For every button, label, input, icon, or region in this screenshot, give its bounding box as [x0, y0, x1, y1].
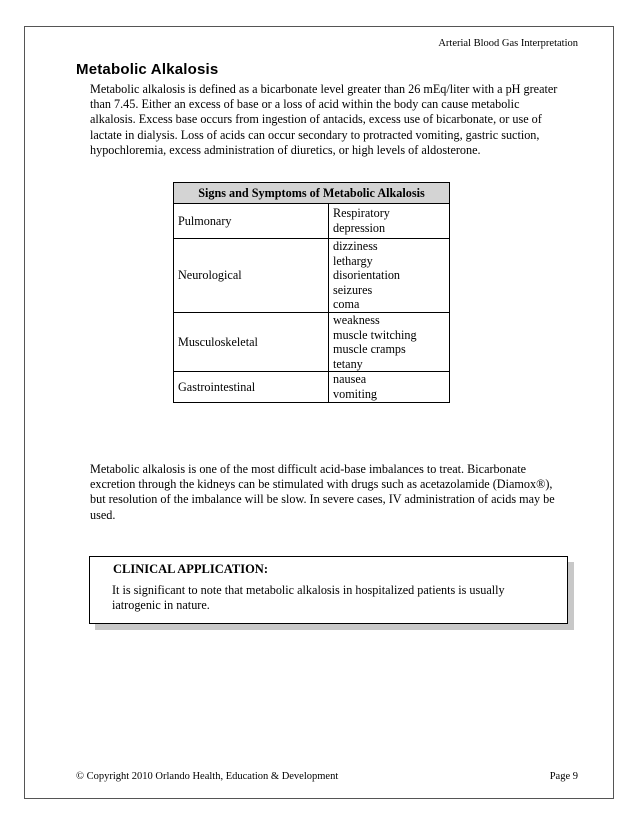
symptoms-cell	[329, 239, 450, 313]
system-cell: Neurological	[174, 239, 329, 313]
clinical-application-heading: CLINICAL APPLICATION:	[113, 562, 268, 576]
clinical-application-box	[89, 556, 568, 624]
symptom-item: muscle cramps	[333, 342, 406, 357]
treatment-paragraph: Metabolic alkalosis is one of the most difficult acid-base imbalances to treat. Bicarbonate excretion through the kidneys can be stimulated with drugs such as acetazolamide (Diamox®), but resolution of the imbalance will be slow. In severe cases, IV administration of acids may be used.	[90, 462, 555, 522]
table-header-row	[174, 183, 450, 204]
symptom-item: lethargy	[333, 253, 373, 268]
symptom-item: disorientation	[333, 268, 401, 283]
signs-symptoms-table	[173, 182, 450, 403]
symptoms-cell	[329, 312, 450, 371]
table-row	[174, 312, 450, 371]
footer-page-number: Page 9	[549, 771, 578, 782]
footer-copyright: © Copyright 2010 Orlando Health, Education & Development	[76, 771, 339, 782]
symptom-item: dizziness	[333, 239, 378, 253]
running-header: Arterial Blood Gas Interpretation	[438, 38, 578, 49]
system-cell: Musculoskeletal	[174, 312, 329, 371]
table-heading: Signs and Symptoms of Metabolic Alkalosis	[174, 183, 450, 204]
table-row	[174, 239, 450, 313]
symptom-item: nausea	[333, 372, 367, 387]
symptom-item: depression	[333, 221, 386, 235]
symptom-item: coma	[333, 297, 360, 312]
symptom-item: seizures	[333, 282, 373, 297]
symptom-item: muscle twitching	[333, 327, 417, 342]
section-title: Metabolic Alkalosis	[76, 61, 219, 78]
clinical-application-text: It is significant to note that metabolic alkalosis in hospitalized patients is usually iatrogenic in nature.	[112, 583, 505, 612]
system-cell: Gastrointestinal	[174, 372, 329, 402]
symptom-item: vomiting	[333, 386, 378, 401]
intro-paragraph: Metabolic alkalosis is defined as a bicarbonate level greater than 26 mEq/liter with a pH greater than 7.45. Either an excess of base or a loss of acid within the body can cause metabolic alkalosis. Excess base occurs from ingestion of antacids, excess use of bicarbonate, or use of lactate in dialysis. Loss of acids can occur secondary to protracted vomiting, gastric suction, hypochloremia, excess administration of diuretics, or high levels of aldosterone.	[90, 82, 558, 157]
symptoms-cell	[329, 204, 450, 239]
symptom-item: tetany	[333, 356, 363, 371]
symptoms-cell	[329, 372, 450, 402]
table-row	[174, 372, 450, 402]
system-cell: Pulmonary	[174, 204, 329, 239]
symptom-item: Respiratory	[333, 206, 390, 221]
table-row	[174, 204, 450, 239]
symptom-item: weakness	[333, 312, 380, 327]
